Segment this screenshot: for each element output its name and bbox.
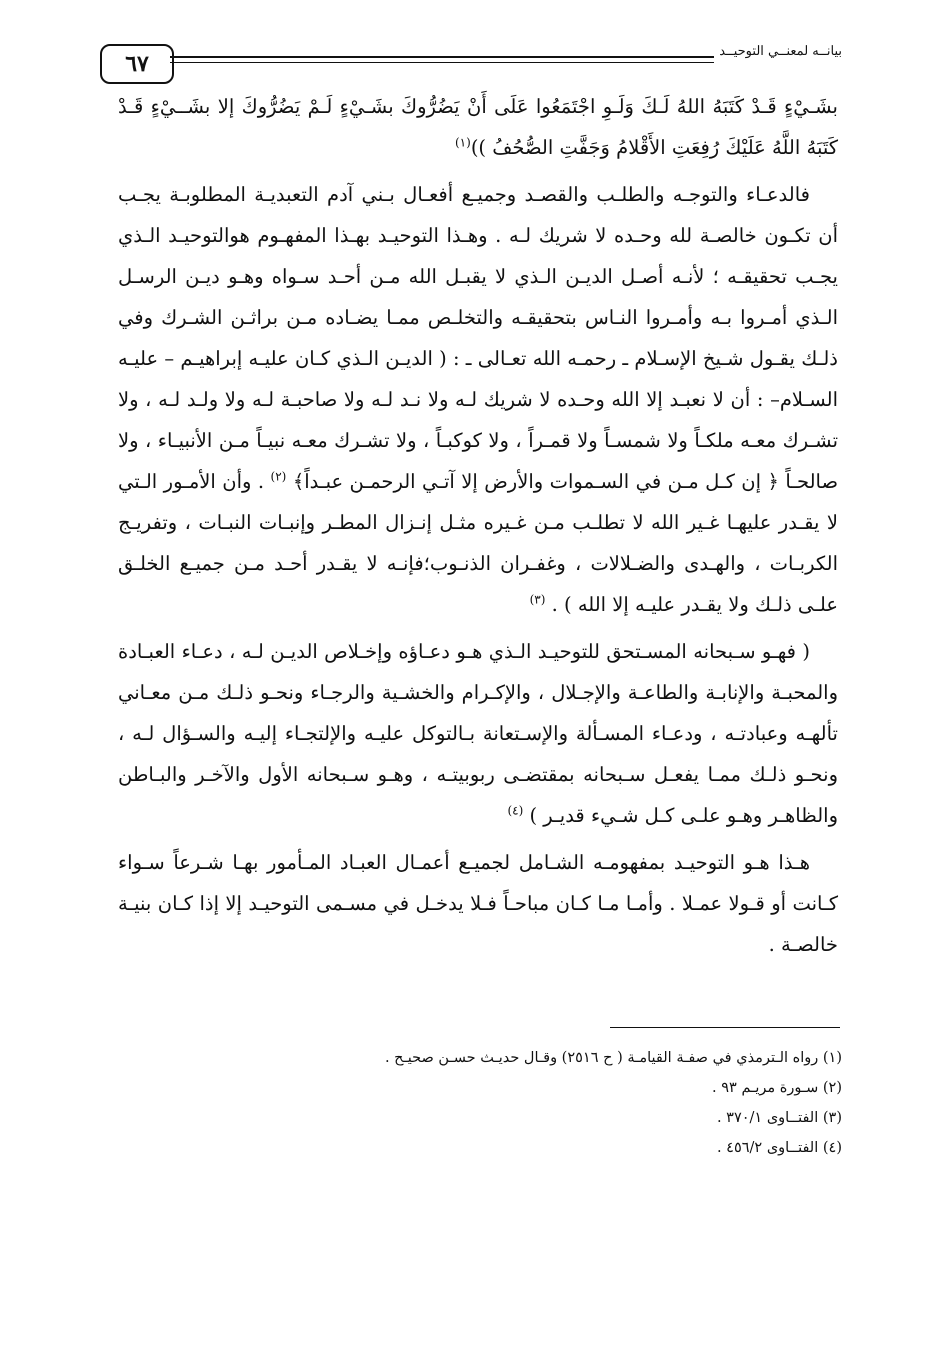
footnote-1: (١) رواه الـترمذي في صفـة القيامـة ( ح ٢٥١٦) وقـال حديـث حسـن صحيـح .: [384, 1050, 842, 1066]
paragraph-conclusion: [118, 842, 838, 965]
footnote-separator: [610, 1027, 840, 1028]
hadith-continuation: [118, 86, 838, 168]
footnotes: [118, 1043, 842, 1163]
footnote-4: (٤) الفتــاوى ٤٥٦/٢ .: [716, 1140, 842, 1156]
paragraph-text: هـذا هـو التوحيـد بمفهومـه الشـامل لجميـع أعمـال العبـاد المـأمور بهـا شـرعاً سـواء كـانت أو قـولا عمـلا . وأمـا مـا كـان مباحـاً فـلا يدخـل في مسـمى التوحيـد إلا إذا كـان بنيـة خالصـة .: [118, 851, 838, 956]
header-rule-thin: [170, 62, 714, 63]
paragraph-quote: [118, 631, 838, 836]
footnote-ref-4: (٤): [507, 803, 524, 818]
paragraph-text: بشَـيْءٍ قَـدْ كَتَبَهُ اللهُ لَـكَ وَلَـوِ اجْتَمَعُوا عَلَى أَنْ يَضُرُّوكَ بشَـيْءٍ لَـمْ يَضُرُّوكَ إلا بشَــيْءٍ قَـدْ كَتَبَهُ اللَّهُ عَلَيْكَ رُفِعَتِ الأَقْلامُ وَجَفَّتِ الصُّحُفُ )): [118, 95, 838, 159]
footnote-ref-2: (٢): [270, 469, 287, 484]
footnote-3: (٣) الفتــاوى ٣٧٠/١ .: [716, 1110, 842, 1126]
running-title: بيانــه لمعنــي التوحيــد: [719, 44, 842, 59]
paragraph-text: فالدعـاء والتوجـه والطلـب والقصـد وجميـع أفعـال بـني آدم التعبديـة المطلوبـة يجـب أن تكـون خالصـة لله وحـده لا شريك لـه . وهـذا التوحيـد بهـذا المفهـوم هوالتوحيـد الـذي يجـب تحقيقـه ؛ لأنـه أصـل الديـن الـذي لا يقبـل الله مـن أحـد سـواه وهـو ديـن الرسـل الـذي أمـروا بـه وأمـروا النـاس بتحقيقـه والتخلـص ممـا يضـاده مـن براثـن الشـرك وفي ذلـك يقـول شـيخ الإسـلام ـ رحمـه الله تعـالى ـ : ( الديـن الـذي كـان عليـه إبراهيـم – عليـه السـلام– : أن لا نعبـد إلا الله وحـده لا شريك لـه ولا نـد لـه ولا صاحبـة لـه ولا ولـد لـه ، ولا تشـرك معـه ملكـاً ولا شمسـاً ولا قمـراً ، ولا كوكبـاً ، ولا تشـرك معـه نبيـاً مـن الأنبيـاء ، ولا صالحـاً ﴿ إن كـل مـن في السـموات والأرض إلا آتـي الرحمـن عبـداً﴾: [118, 183, 839, 493]
footnote-ref-3: (٣): [529, 592, 546, 607]
footnote-ref-1: (١): [454, 135, 471, 150]
paragraph-text: . وأن الأمـور الـتي لا يقـدر عليهـا غـير الله لا تطلـب مـن غـيره مثـل إنـزال المطـر وإنبـات النبـات ، وتفريـج الكربـات ، والهـدى والضـلالات ، وغفـران الذنـوب؛فإنـه لا يقـدر أحـد مـن جميـع الخلـق علـى ذلـك ولا يقـدر عليـه إلا الله ) .: [118, 470, 838, 616]
main-text: [118, 86, 838, 965]
page-number: ٦٧: [100, 44, 174, 84]
running-header: [100, 44, 842, 84]
paragraph-text: ( فهـو سـبحانه المسـتحق للتوحيـد الـذي هـو دعـاؤه وإخـلاص الديـن لـه ، دعـاء العبـادة والمحبـة والإنابـة والطاعـة والإجـلال ، والإكـرام والخشـية والرجـاء ونحـو ذلـك مـن معـاني تألهـه وعبادتـه ، ودعـاء المسـألة والإسـتعانة بـالتوكل عليـه والإلتجـاء إليـه والسـؤال لـه ، ونحـو ذلـك ممـا يفعـل سـبحانه بمقتضـى ربوبيتـه ، وهـو سـبحانه الأول والآخـر والبـاطن والظاهـر وهـو علـى كـل شـيء قديـر ): [118, 640, 838, 827]
footnote-2: (٢) سـورة مريـم ٩٣ .: [712, 1080, 842, 1096]
paragraph-tawhid-prayer: [118, 174, 838, 625]
header-rule: [170, 56, 714, 58]
